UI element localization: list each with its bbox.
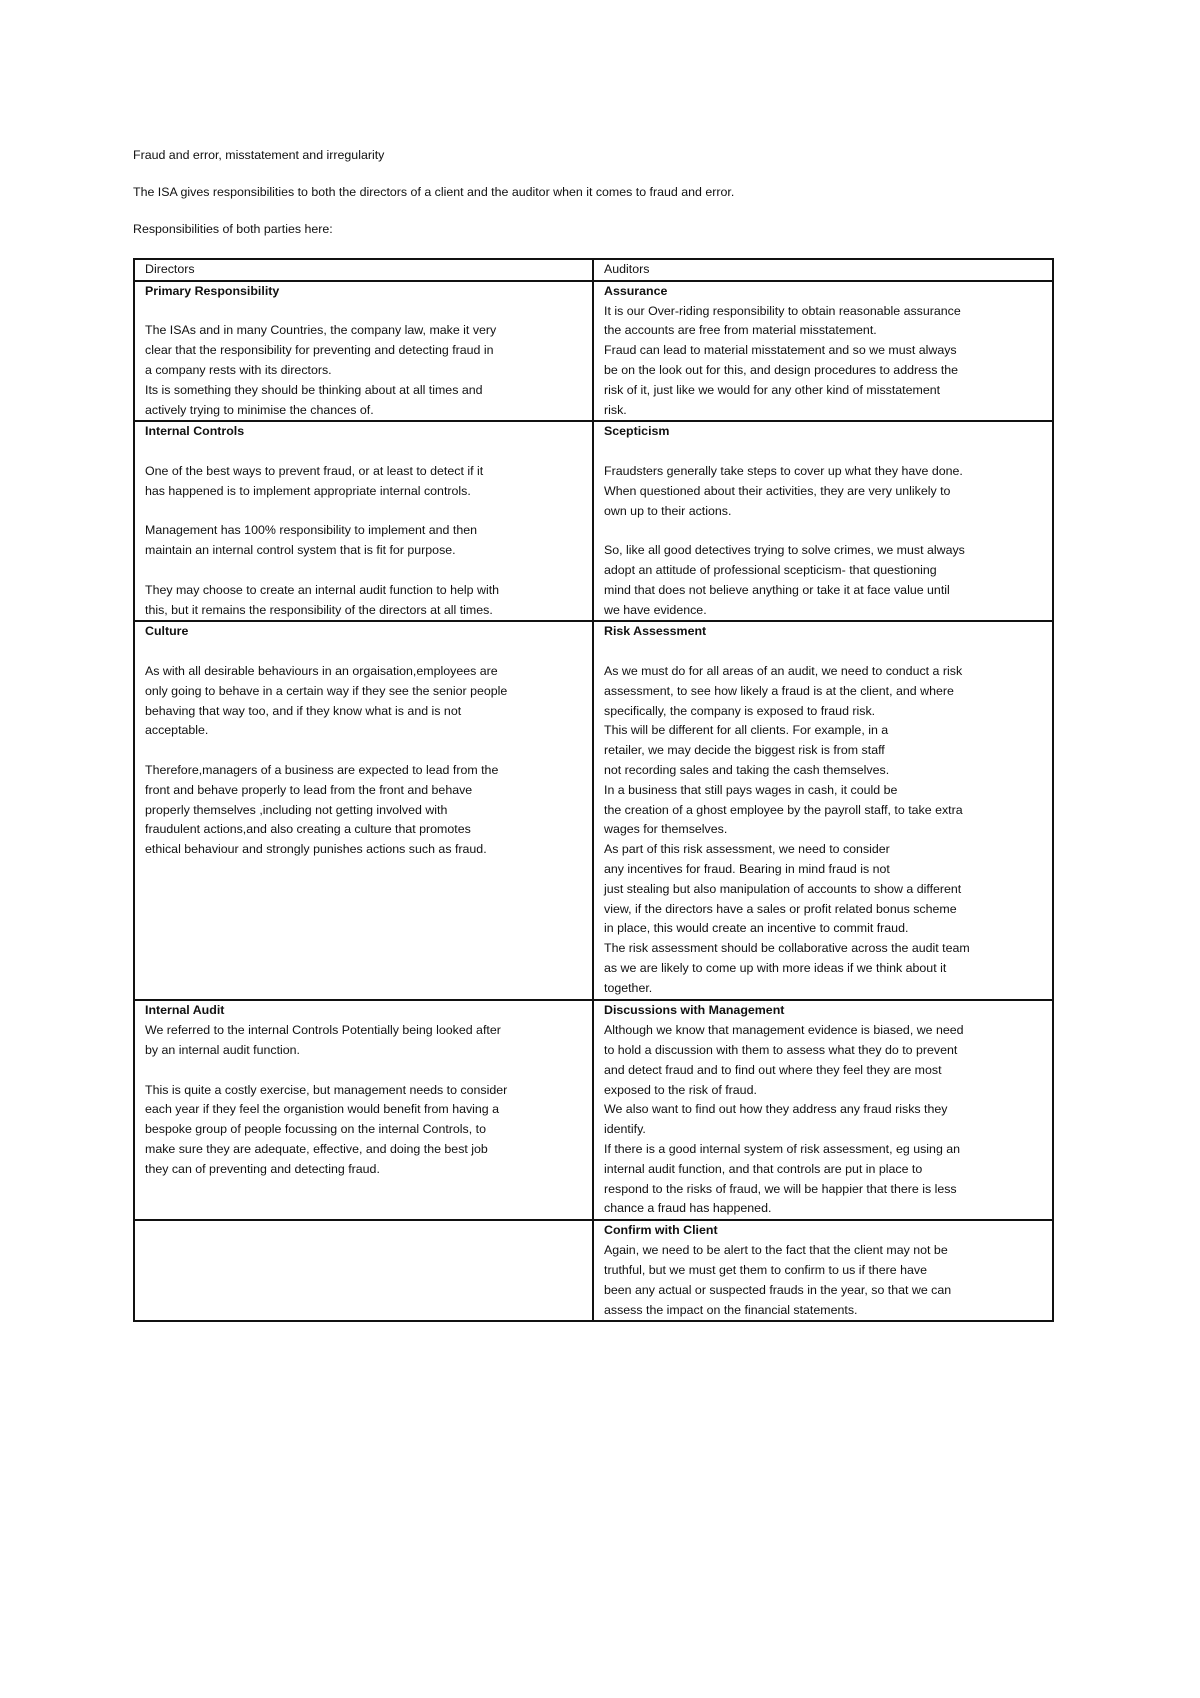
auditors-cell	[593, 421, 1053, 621]
table-row	[134, 1000, 1053, 1220]
cell-paragraph: They may choose to create an internal audit function to help with this, but it remains the responsibility of the directors at all times.	[145, 582, 500, 617]
table-row	[134, 1220, 1053, 1321]
cell-heading: Assurance	[604, 283, 668, 298]
auditors-cell	[593, 1000, 1053, 1220]
table-row	[134, 421, 1053, 621]
document-intro	[133, 146, 1052, 239]
responsibilities-table	[133, 258, 1054, 1322]
intro-paragraph: The ISA gives responsibilities to both the directors of a client and the auditor when it comes to fraud and error.	[133, 184, 735, 199]
cell-paragraph: One of the best ways to prevent fraud, or at least to detect if it has happened is to implement appropriate internal controls.	[145, 463, 484, 498]
cell-heading: Internal Controls	[145, 424, 245, 439]
cell-heading: Confirm with Client	[604, 1223, 718, 1238]
directors-cell	[134, 421, 593, 621]
cell-paragraph: It is our Over-riding responsibility to obtain reasonable assurance the accounts are free from material misstatement. Fraud can lead to material misstatement and so we must always be on the look out for this, and design procedures to address the risk of it, just like we would for any other kind of misstatement risk.	[604, 303, 961, 417]
table-header-row	[134, 259, 1053, 281]
cell-paragraph: As with all desirable behaviours in an orgaisation,employees are only going to behave in a certain way if they see the senior people behaving that way too, and if they know what is and is not acceptable.	[145, 663, 508, 738]
cell-heading: Culture	[145, 624, 189, 639]
directors-column-header: Directors	[134, 259, 593, 281]
auditors-column-header: Auditors	[593, 259, 1053, 281]
cell-paragraph: We referred to the internal Controls Potentially being looked after by an internal audit function.	[145, 1023, 501, 1057]
directors-cell	[134, 281, 593, 422]
cell-paragraph: The ISAs and in many Countries, the company law, make it very clear that the responsibility for preventing and detecting fraud in a company rests with its directors. Its is something they should be thinking about at all times and actively trying to minimise the chances of.	[145, 323, 497, 417]
cell-heading: Primary Responsibility	[145, 283, 280, 298]
auditors-cell	[593, 621, 1053, 1000]
cell-paragraph: As we must do for all areas of an audit, we need to conduct a risk assessment, to see how likely a fraud is at the client, and where specifically, the company is exposed to fraud risk. This will be different for all clients. For example, in a retailer, we may decide the biggest risk is from staff not recording sales and taking the cash themselves. In a business that still pays wages in cash, it could be the creation of a ghost employee by the payroll staff, to take extra wages for themselves. As part of this risk assessment, we need to consider any incentives for fraud. Bearing in mind fraud is not just stealing but also manipulation of accounts to show a different view, if the directors have a sales or profit related bonus scheme in place, this would create an incentive to commit fraud. The risk assessment should be collaborative across the audit team as we are likely to come up with more ideas if we think about it together.	[604, 663, 970, 995]
cell-paragraph: Although we know that management evidence is biased, we need to hold a discussion with them to assess what they do to prevent and detect fraud and to find out where they feel they are most exposed to the risk of fraud. We also want to find out how they address any fraud risks they identify. If there is a good internal system of risk assessment, eg using an internal audit function, and that controls are put in place to respond to the risks of fraud, we will be happier that there is less chance a fraud has happened.	[604, 1023, 964, 1216]
directors-cell	[134, 1000, 593, 1220]
auditors-cell	[593, 281, 1053, 422]
lead-in-text: Responsibilities of both parties here:	[133, 221, 333, 236]
cell-heading: Discussions with Management	[604, 1003, 785, 1018]
cell-heading: Scepticism	[604, 424, 670, 439]
directors-cell	[134, 621, 593, 1000]
cell-paragraph: Therefore,managers of a business are expected to lead from the front and behave properly to lead from the front and behave properly themselves ,including not getting involved with fraudulent actions,and also creating a culture that promotes ethical behaviour and strongly punishes actions such as fraud.	[145, 762, 499, 857]
cell-paragraph: Management has 100% responsibility to implement and then maintain an internal control system that is fit for purpose.	[145, 523, 477, 558]
document-title: Fraud and error, misstatement and irregularity	[133, 148, 385, 162]
cell-heading: Internal Audit	[145, 1003, 225, 1018]
cell-paragraph: So, like all good detectives trying to solve crimes, we must always adopt an attitude of professional scepticism- that questioning mind that does not believe anything or take it at face value until we have evidence.	[604, 543, 965, 617]
cell-heading: Risk Assessment	[604, 624, 707, 639]
cell-paragraph: Again, we need to be alert to the fact that the client may not be truthful, but we must get them to confirm to us if there have been any actual or suspected frauds in the year, so that we can assess the impact on the financial statements.	[604, 1243, 952, 1317]
table-row	[134, 621, 1053, 1000]
cell-paragraph: This is quite a costly exercise, but management needs to consider each year if they feel the organistion would benefit from having a bespoke group of people focussing on the internal Controls, to make sure they are adequate, effective, and doing the best job they can of preventing and detecting fraud.	[145, 1082, 508, 1176]
cell-paragraph: Fraudsters generally take steps to cover up what they have done. When questioned about their activities, they are very unlikely to own up to their actions.	[604, 463, 963, 518]
auditors-cell	[593, 1220, 1053, 1321]
table-row	[134, 281, 1053, 422]
directors-cell-empty	[134, 1220, 593, 1321]
